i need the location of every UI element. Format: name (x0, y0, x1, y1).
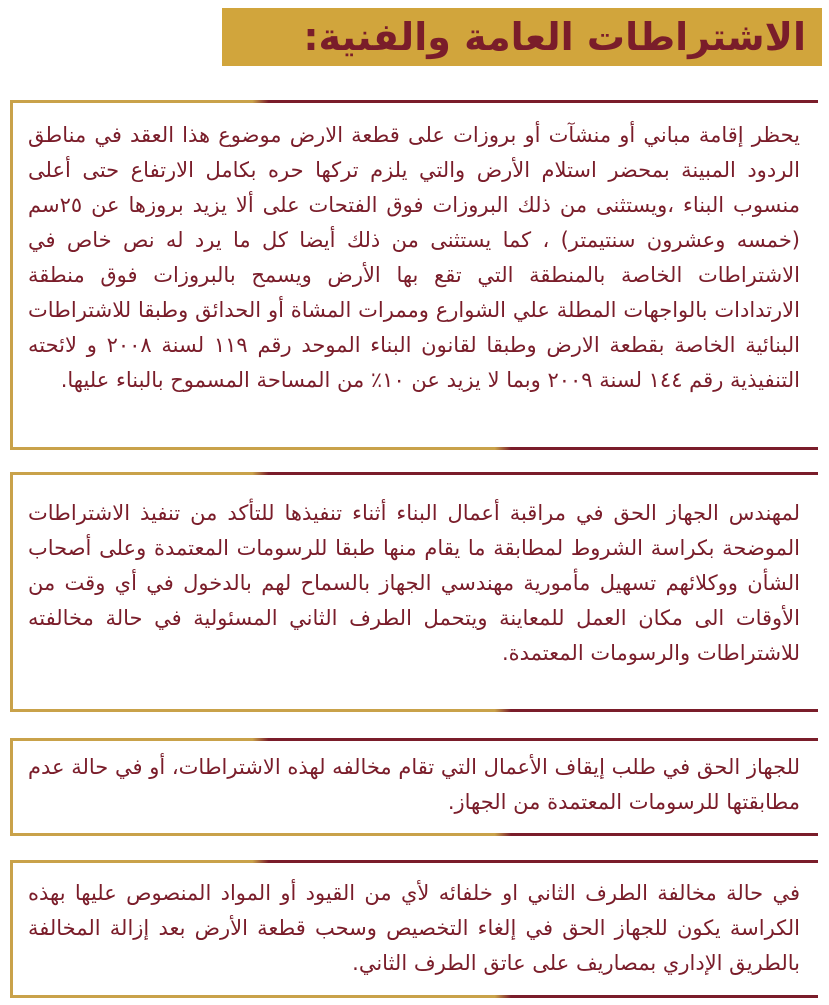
box-bottom-border (10, 709, 818, 712)
box-top-border (10, 472, 818, 475)
box-top-border (10, 100, 818, 103)
box-left-border (10, 860, 13, 998)
box-top-border (10, 860, 818, 863)
box-bottom-border (10, 995, 818, 998)
title-banner (222, 8, 822, 66)
section-box-4 (10, 860, 818, 998)
box-left-border (10, 100, 13, 450)
section-text-2: لمهندس الجهاز الحق في مراقبة أعمال البناء أثناء تنفيذها للتأكد من تنفيذ الاشتراطات الموضحة بكراسة الشروط لمطابقة ما يقام منها طبقا للرسومات المعتمدة وعلى أصحاب الشأن ووكلائهم تسهيل مأمورية مهندسي الجهاز بالسماح لهم بالدخول في أي وقت من الأوقات الى مكان العمل للمعاينة ويتحمل الطرف الثاني المسئولية في حالة مخالفته للاشتراطات والرسومات المعتمدة. (28, 501, 800, 665)
box-bottom-border (10, 833, 818, 836)
section-box-1 (10, 100, 818, 450)
section-text-3: للجهاز الحق في طلب إيقاف الأعمال التي تقام مخالفه لهذه الاشتراطات، أو في حالة عدم مطابقتها للرسومات المعتمدة من الجهاز. (28, 755, 800, 814)
page-title: الاشتراطات العامة والفنية: (303, 15, 806, 59)
section-text-1: يحظر إقامة مباني أو منشآت أو بروزات على قطعة الارض موضوع هذا العقد في مناطق الردود المبينة بمحضر استلام الأرض والتي يلزم تركها حره بكامل الارتفاع حتى أعلى منسوب البناء ،ويستثنى من ذلك البروزات فوق الفتحات على ألا يزيد بروزها عن ٢٥سم (خمسه وعشرون سنتيمتر) ، كما يستثنى من ذلك أيضا كل ما يرد له نص خاص في الاشتراطات الخاصة بالمنطقة التي تقع بها الأرض ويسمح بالبروزات فوق منطقة الارتدادات بالواجهات المطلة علي الشوارع وممرات المشاة أو الحدائق وطبقا للاشتراطات البنائية الخاصة بقطعة الارض وطبقا لقانون البناء الموحد رقم ١١٩ لسنة ٢٠٠٨ و لائحته التنفيذية رقم ١٤٤ لسنة ٢٠٠٩ وبما لا يزيد عن ١٠٪ من المساحة المسموح بالبناء عليها. (28, 123, 800, 392)
section-box-3 (10, 738, 818, 836)
box-bottom-border (10, 447, 818, 450)
box-left-border (10, 738, 13, 836)
section-text-4: في حالة مخالفة الطرف الثاني او خلفائه لأي من القيود أو المواد المنصوص عليها بهذه الكراسة يكون للجهاز الحق في إلغاء التخصيص وسحب قطعة الأرض بعد إزالة المخالفة بالطريق الإداري بمصاريف على عاتق الطرف الثاني. (28, 881, 800, 975)
box-top-border (10, 738, 818, 741)
box-left-border (10, 472, 13, 712)
section-box-2 (10, 472, 818, 712)
